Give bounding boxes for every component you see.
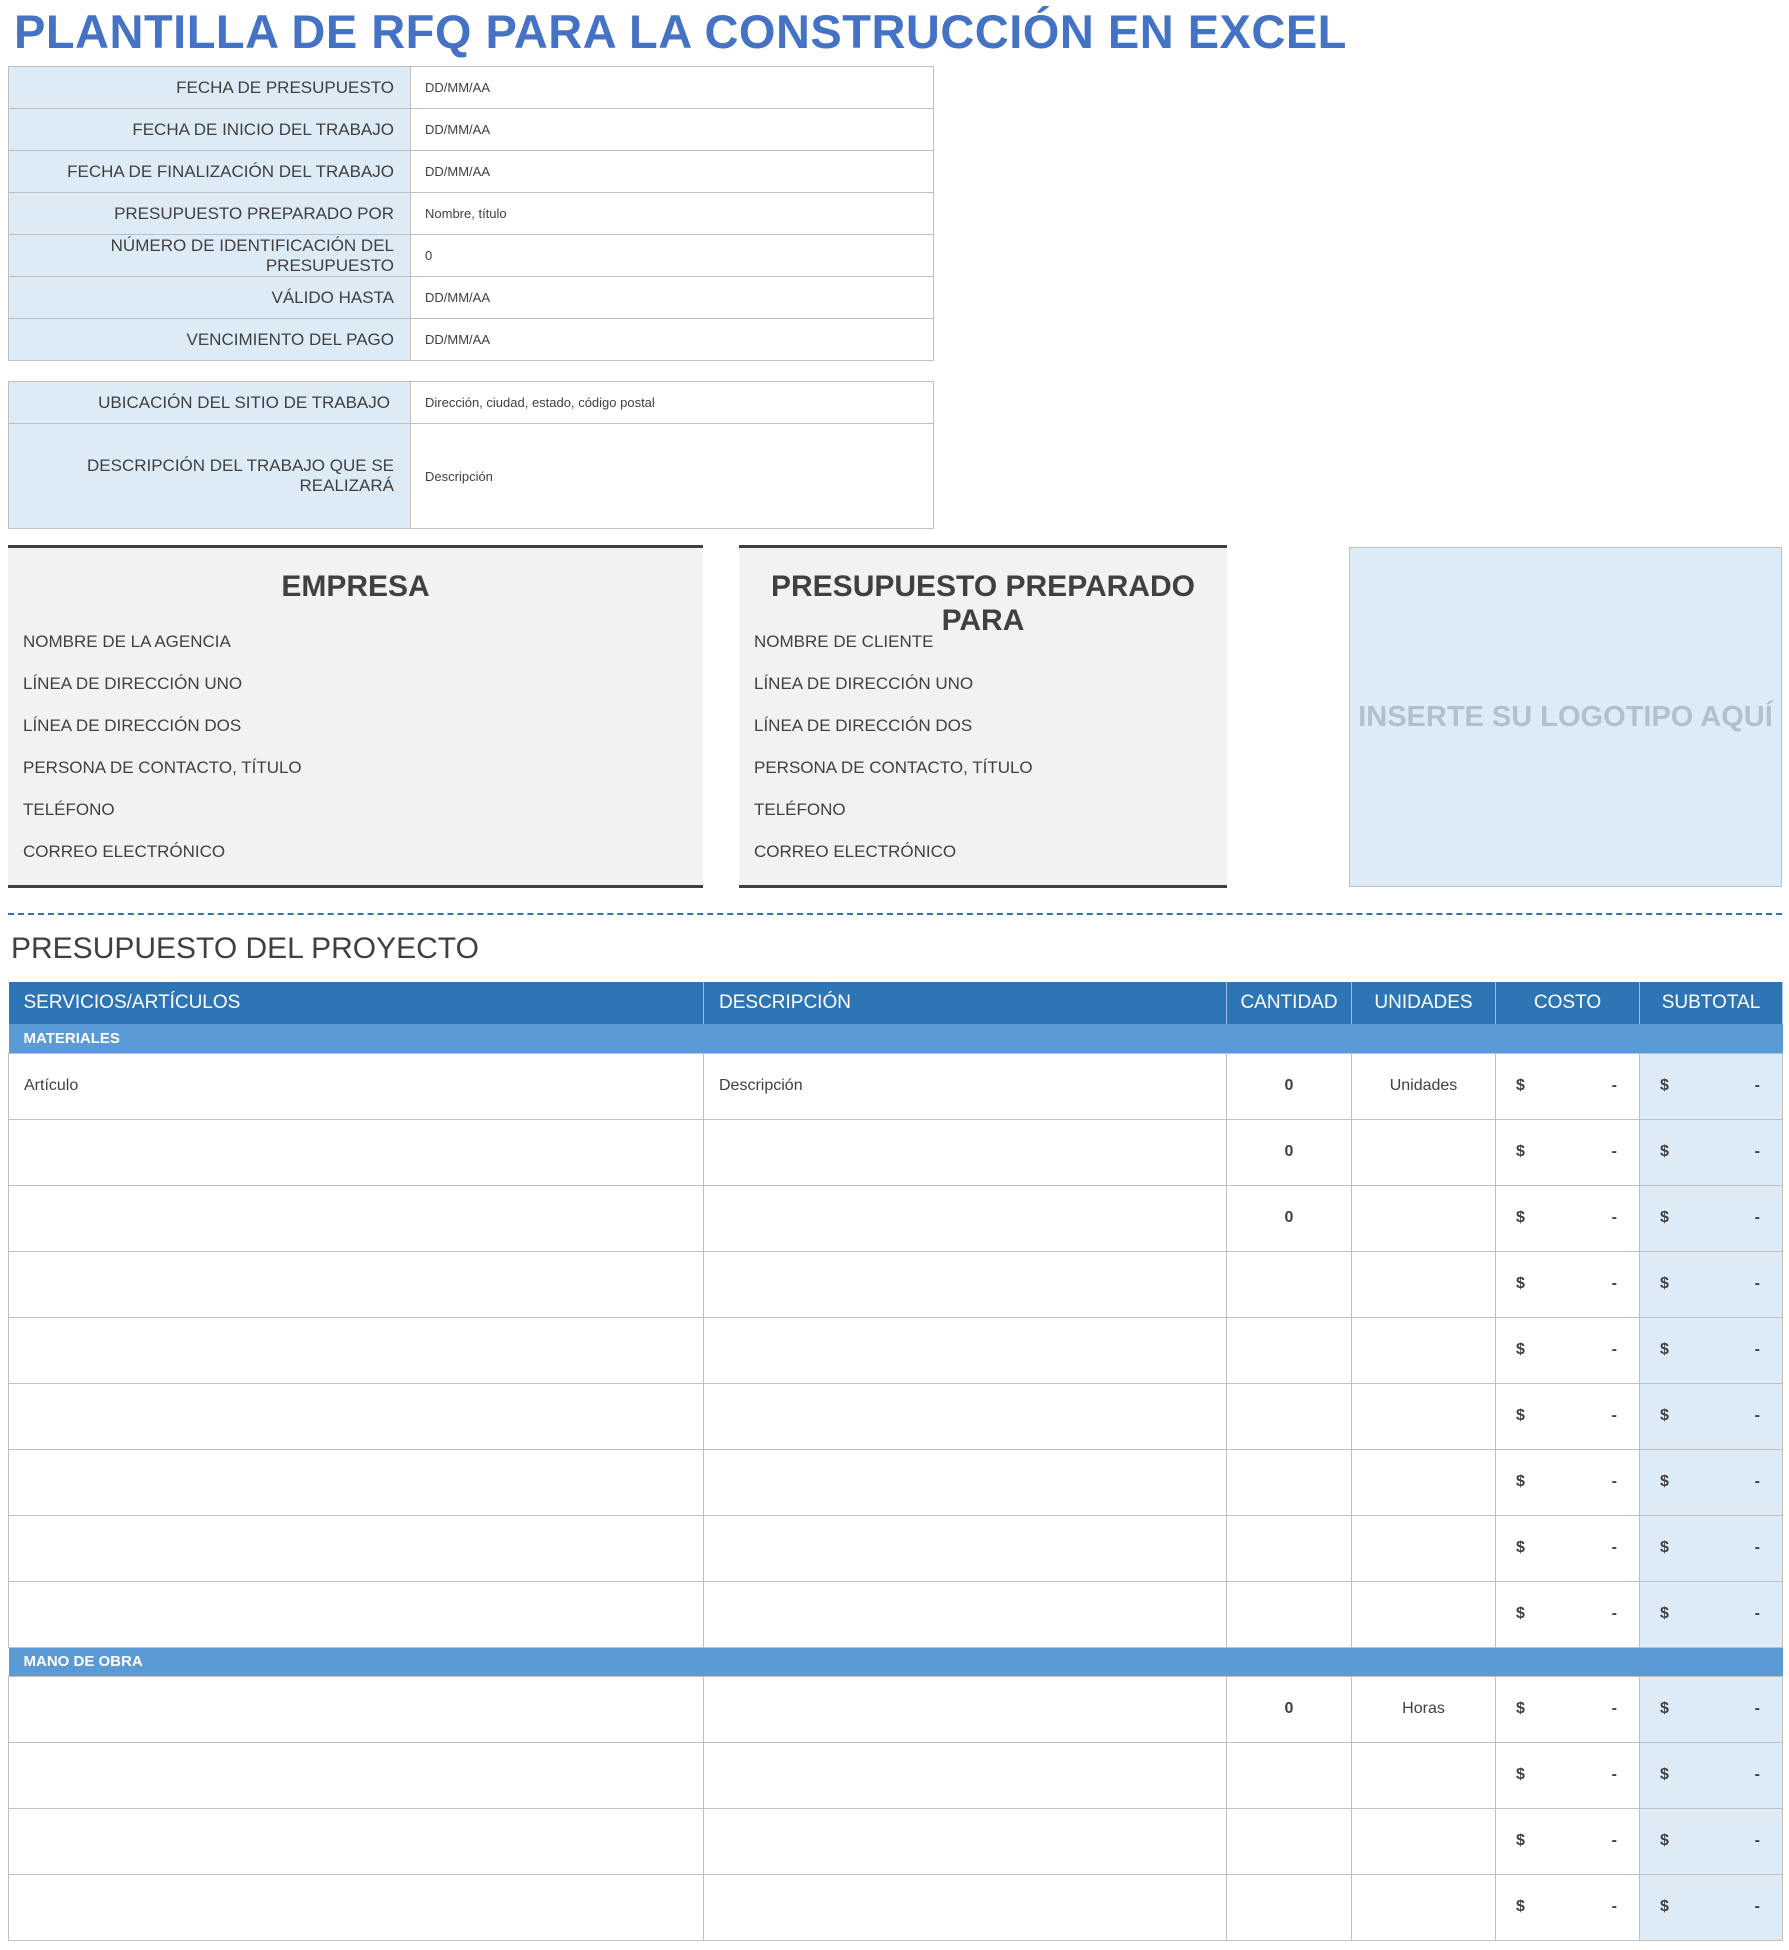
company-line: LÍNEA DE DIRECCIÓN UNO <box>23 674 243 693</box>
description-cell[interactable] <box>704 1251 1227 1317</box>
item-cell[interactable] <box>9 1119 704 1185</box>
subtotal-cell <box>1640 1383 1783 1449</box>
amount-dash: - <box>1754 1539 1760 1556</box>
info-value[interactable]: 0 <box>411 235 934 277</box>
item-cell[interactable] <box>9 1383 704 1449</box>
units-cell[interactable] <box>1352 1251 1496 1317</box>
info-value[interactable]: DD/MM/AA <box>411 109 934 151</box>
currency-symbol: $ <box>1660 1275 1669 1292</box>
cost-cell[interactable] <box>1496 1581 1640 1647</box>
description-cell[interactable] <box>704 1808 1227 1874</box>
currency-symbol: $ <box>1516 1898 1525 1915</box>
table-row <box>9 1383 1783 1449</box>
subtotal-cell <box>1640 1515 1783 1581</box>
table-row <box>9 1449 1783 1515</box>
info-row <box>9 193 934 235</box>
cost-cell[interactable] <box>1496 1742 1640 1808</box>
quantity-cell[interactable] <box>1227 1317 1352 1383</box>
table-row <box>9 1808 1783 1874</box>
table-row <box>9 1185 1783 1251</box>
info-value[interactable]: Nombre, título <box>411 193 934 235</box>
amount-dash: - <box>1754 1209 1760 1226</box>
site-location-row <box>9 382 934 424</box>
currency-symbol: $ <box>1516 1341 1525 1358</box>
client-line: NOMBRE DE CLIENTE <box>754 632 934 651</box>
cost-cell[interactable] <box>1496 1185 1640 1251</box>
table-row <box>9 1874 1783 1940</box>
cost-cell[interactable] <box>1496 1251 1640 1317</box>
cost-cell[interactable] <box>1496 1808 1640 1874</box>
item-cell[interactable] <box>9 1449 704 1515</box>
item-cell[interactable] <box>9 1185 704 1251</box>
amount-dash: - <box>1611 1898 1617 1915</box>
company-line: NOMBRE DE LA AGENCIA <box>23 632 231 651</box>
cost-cell[interactable] <box>1496 1874 1640 1940</box>
cost-cell[interactable] <box>1496 1676 1640 1742</box>
info-label: FECHA DE PRESUPUESTO <box>9 67 411 109</box>
dashed-divider <box>8 913 1782 915</box>
units-cell[interactable] <box>1352 1874 1496 1940</box>
client-line: CORREO ELECTRÓNICO <box>754 842 957 861</box>
amount-dash: - <box>1754 1898 1760 1915</box>
currency-symbol: $ <box>1660 1209 1669 1226</box>
table-row <box>9 1053 1783 1119</box>
table-row <box>9 1119 1783 1185</box>
category-row <box>9 1024 1783 1053</box>
units-cell[interactable] <box>1352 1185 1496 1251</box>
col-header-units: UNIDADES <box>1352 982 1496 1024</box>
company-line: PERSONA DE CONTACTO, TÍTULO <box>23 758 302 777</box>
description-cell[interactable]: Descripción <box>704 1053 1227 1119</box>
amount-dash: - <box>1754 1473 1760 1490</box>
amount-dash: - <box>1754 1077 1760 1094</box>
category-row <box>9 1647 1783 1676</box>
col-header-subtotal: SUBTOTAL <box>1640 982 1783 1024</box>
col-header-quantity: CANTIDAD <box>1227 982 1352 1024</box>
subtotal-cell <box>1640 1053 1783 1119</box>
currency-symbol: $ <box>1516 1275 1525 1292</box>
amount-dash: - <box>1611 1209 1617 1226</box>
info-label: NÚMERO DE IDENTIFICACIÓN DEL PRESUPUESTO <box>9 235 411 277</box>
cost-cell[interactable] <box>1496 1515 1640 1581</box>
quantity-cell[interactable]: 0 <box>1227 1053 1352 1119</box>
site-location-label: UBICACIÓN DEL SITIO DE TRABAJO <box>9 382 411 424</box>
description-cell[interactable] <box>704 1317 1227 1383</box>
company-line: CORREO ELECTRÓNICO <box>23 842 226 861</box>
description-cell[interactable] <box>704 1449 1227 1515</box>
item-cell[interactable] <box>9 1515 704 1581</box>
info-value[interactable]: DD/MM/AA <box>411 319 934 361</box>
quantity-cell[interactable] <box>1227 1874 1352 1940</box>
col-header-description: DESCRIPCIÓN <box>704 982 1227 1024</box>
units-cell[interactable] <box>1352 1383 1496 1449</box>
subtotal-cell <box>1640 1581 1783 1647</box>
amount-dash: - <box>1611 1473 1617 1490</box>
item-cell[interactable] <box>9 1317 704 1383</box>
amount-dash: - <box>1611 1341 1617 1358</box>
subtotal-cell <box>1640 1119 1783 1185</box>
subtotal-cell <box>1640 1185 1783 1251</box>
table-row <box>9 1742 1783 1808</box>
subtotal-cell <box>1640 1742 1783 1808</box>
item-cell[interactable] <box>9 1251 704 1317</box>
description-cell[interactable] <box>704 1581 1227 1647</box>
quantity-cell[interactable]: 0 <box>1227 1119 1352 1185</box>
currency-symbol: $ <box>1660 1143 1669 1160</box>
budget-table <box>8 982 1783 1941</box>
company-heading: EMPRESA <box>281 570 430 603</box>
page-title: PLANTILLA DE RFQ PARA LA CONSTRUCCIÓN EN EXCEL <box>14 5 1347 58</box>
info-value[interactable]: DD/MM/AA <box>411 277 934 319</box>
currency-symbol: $ <box>1516 1766 1525 1783</box>
description-cell[interactable] <box>704 1515 1227 1581</box>
category-label: MATERIALES <box>9 1024 1783 1053</box>
amount-dash: - <box>1754 1832 1760 1849</box>
quantity-cell[interactable]: 0 <box>1227 1676 1352 1742</box>
amount-dash: - <box>1611 1539 1617 1556</box>
budget-header-row <box>9 982 1783 1024</box>
currency-symbol: $ <box>1516 1605 1525 1622</box>
currency-symbol: $ <box>1660 1766 1669 1783</box>
currency-symbol: $ <box>1660 1605 1669 1622</box>
quantity-cell[interactable]: 0 <box>1227 1185 1352 1251</box>
site-table <box>8 381 934 529</box>
units-cell[interactable] <box>1352 1119 1496 1185</box>
job-description-label: DESCRIPCIÓN DEL TRABAJO QUE SE REALIZARÁ <box>9 424 411 529</box>
currency-symbol: $ <box>1516 1700 1525 1717</box>
amount-dash: - <box>1611 1766 1617 1783</box>
info-row <box>9 235 934 277</box>
item-cell[interactable] <box>9 1676 704 1742</box>
client-line: PERSONA DE CONTACTO, TÍTULO <box>754 758 1033 777</box>
description-cell[interactable] <box>704 1874 1227 1940</box>
currency-symbol: $ <box>1660 1473 1669 1490</box>
job-description-row <box>9 424 934 529</box>
amount-dash: - <box>1611 1077 1617 1094</box>
client-heading: PRESUPUESTO PREPARADO PARA <box>771 570 1195 637</box>
quantity-cell[interactable] <box>1227 1515 1352 1581</box>
cost-cell[interactable] <box>1496 1317 1640 1383</box>
job-description-value[interactable]: Descripción <box>411 424 934 529</box>
currency-symbol: $ <box>1516 1407 1525 1424</box>
amount-dash: - <box>1611 1275 1617 1292</box>
amount-dash: - <box>1611 1407 1617 1424</box>
info-label: VENCIMIENTO DEL PAGO <box>9 319 411 361</box>
quantity-cell[interactable] <box>1227 1251 1352 1317</box>
company-line: TELÉFONO <box>23 800 115 819</box>
units-cell[interactable] <box>1352 1742 1496 1808</box>
amount-dash: - <box>1611 1832 1617 1849</box>
category-label: MANO DE OBRA <box>9 1647 1783 1676</box>
info-row <box>9 67 934 109</box>
table-row <box>9 1317 1783 1383</box>
subtotal-cell <box>1640 1449 1783 1515</box>
currency-symbol: $ <box>1516 1077 1525 1094</box>
info-row <box>9 151 934 193</box>
budget-section-title: PRESUPUESTO DEL PROYECTO <box>11 932 479 965</box>
amount-dash: - <box>1754 1700 1760 1717</box>
info-table <box>8 66 934 361</box>
currency-symbol: $ <box>1660 1539 1669 1556</box>
info-label: FECHA DE FINALIZACIÓN DEL TRABAJO <box>9 151 411 193</box>
item-cell[interactable] <box>9 1874 704 1940</box>
units-cell[interactable] <box>1352 1515 1496 1581</box>
site-location-value[interactable]: Dirección, ciudad, estado, código postal <box>411 382 934 424</box>
table-row <box>9 1251 1783 1317</box>
description-cell[interactable] <box>704 1383 1227 1449</box>
logo-placeholder-text: INSERTE SU LOGOTIPO AQUÍ <box>1358 700 1773 733</box>
currency-symbol: $ <box>1660 1341 1669 1358</box>
info-row <box>9 319 934 361</box>
amount-dash: - <box>1754 1143 1760 1160</box>
info-label: VÁLIDO HASTA <box>9 277 411 319</box>
currency-symbol: $ <box>1516 1209 1525 1226</box>
units-cell[interactable]: Horas <box>1352 1676 1496 1742</box>
subtotal-cell <box>1640 1808 1783 1874</box>
currency-symbol: $ <box>1660 1077 1669 1094</box>
description-cell[interactable] <box>704 1119 1227 1185</box>
company-card <box>8 545 703 888</box>
units-cell[interactable] <box>1352 1581 1496 1647</box>
info-label: PRESUPUESTO PREPARADO POR <box>9 193 411 235</box>
cost-cell[interactable] <box>1496 1053 1640 1119</box>
subtotal-cell <box>1640 1317 1783 1383</box>
item-cell[interactable] <box>9 1742 704 1808</box>
table-row <box>9 1515 1783 1581</box>
table-row <box>9 1581 1783 1647</box>
item-cell[interactable]: Artículo <box>9 1053 704 1119</box>
client-line: TELÉFONO <box>754 800 846 819</box>
subtotal-cell <box>1640 1676 1783 1742</box>
description-cell[interactable] <box>704 1742 1227 1808</box>
subtotal-cell <box>1640 1251 1783 1317</box>
info-value[interactable]: DD/MM/AA <box>411 151 934 193</box>
client-line: LÍNEA DE DIRECCIÓN UNO <box>754 674 974 693</box>
units-cell[interactable] <box>1352 1317 1496 1383</box>
units-cell[interactable]: Unidades <box>1352 1053 1496 1119</box>
cost-cell[interactable] <box>1496 1449 1640 1515</box>
col-header-items: SERVICIOS/ARTÍCULOS <box>9 982 704 1024</box>
amount-dash: - <box>1754 1605 1760 1622</box>
item-cell[interactable] <box>9 1808 704 1874</box>
logo-placeholder[interactable] <box>1349 547 1782 887</box>
currency-symbol: $ <box>1516 1473 1525 1490</box>
table-row <box>9 1676 1783 1742</box>
currency-symbol: $ <box>1516 1832 1525 1849</box>
units-cell[interactable] <box>1352 1449 1496 1515</box>
cost-cell[interactable] <box>1496 1383 1640 1449</box>
company-line: LÍNEA DE DIRECCIÓN DOS <box>23 716 242 735</box>
description-cell[interactable] <box>704 1185 1227 1251</box>
currency-symbol: $ <box>1516 1539 1525 1556</box>
currency-symbol: $ <box>1660 1832 1669 1849</box>
info-label: FECHA DE INICIO DEL TRABAJO <box>9 109 411 151</box>
currency-symbol: $ <box>1660 1898 1669 1915</box>
info-row <box>9 109 934 151</box>
info-value[interactable]: DD/MM/AA <box>411 67 934 109</box>
currency-symbol: $ <box>1660 1700 1669 1717</box>
amount-dash: - <box>1754 1407 1760 1424</box>
item-cell[interactable] <box>9 1581 704 1647</box>
amount-dash: - <box>1754 1275 1760 1292</box>
client-card <box>739 545 1227 888</box>
amount-dash: - <box>1611 1605 1617 1622</box>
amount-dash: - <box>1611 1700 1617 1717</box>
quantity-cell[interactable] <box>1227 1808 1352 1874</box>
amount-dash: - <box>1754 1341 1760 1358</box>
quantity-cell[interactable] <box>1227 1383 1352 1449</box>
quantity-cell[interactable] <box>1227 1581 1352 1647</box>
amount-dash: - <box>1754 1766 1760 1783</box>
currency-symbol: $ <box>1516 1143 1525 1160</box>
currency-symbol: $ <box>1660 1407 1669 1424</box>
quantity-cell[interactable] <box>1227 1449 1352 1515</box>
col-header-cost: COSTO <box>1496 982 1640 1024</box>
amount-dash: - <box>1611 1143 1617 1160</box>
client-line: LÍNEA DE DIRECCIÓN DOS <box>754 716 973 735</box>
cost-cell[interactable] <box>1496 1119 1640 1185</box>
quantity-cell[interactable] <box>1227 1742 1352 1808</box>
units-cell[interactable] <box>1352 1808 1496 1874</box>
subtotal-cell <box>1640 1874 1783 1940</box>
description-cell[interactable] <box>704 1676 1227 1742</box>
info-row <box>9 277 934 319</box>
